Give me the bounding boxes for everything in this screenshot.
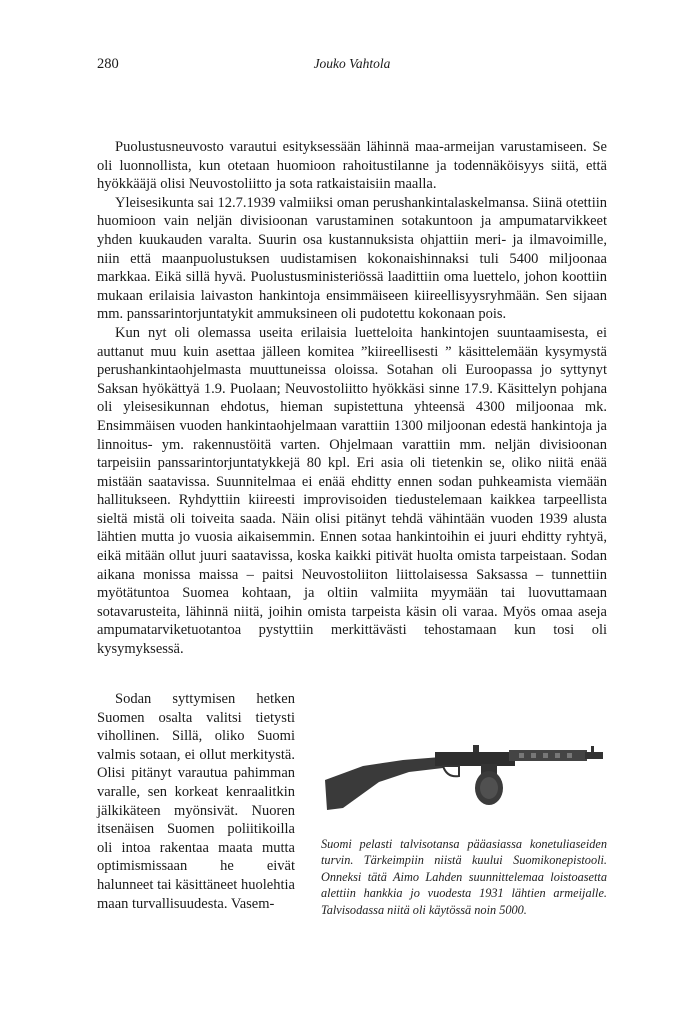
paragraph: Puolustusneuvosto varautui esityksessään lähinnä maa-armeijan varustamiseen. Se oli luonnollista, kun otetaan huomioon rahoitustilanne ja todennäköisyys siitä, että hyökkääjä olisi Neuvostoliitto ja sota ratkaistaisiin maalla. xyxy=(97,139,607,193)
page-header xyxy=(97,56,607,76)
body-text xyxy=(97,138,607,659)
paragraph: Sodan syttymisen hetken Suomen osalta valitsi tietysti vihollinen. Sillä, oliko Suomi valmis sotaan, ei ollut merkitystä. Olisi pitänyt varautua pahimman varalle, sen korkeat kenraalitkin jälkikäteen myönsivät. Nuoren itsenäisen Suomen poliitikoilla oli intoa rakentaa maata mutta optimismissaan he eivät halunneet tai käsittäneet huolehtia maan turvallisuudesta. Vasem- xyxy=(97,691,295,912)
running-title: Jouko Vahtola xyxy=(313,56,391,71)
submachine-gun-photo xyxy=(323,730,605,810)
paragraph: Kun nyt oli olemassa useita erilaisia luetteloita hankintojen suuntaamisesta, ei auttanut muu kuin asettaa jälleen komitea ”kiireellisesti ” käsittelemään kysymystä perushankintaohjelmasta muuttuneissa oloissa. Sotahan oli Euroopassa jo syttynyt Saksan hyökättyä 1.9. Puolaan; Neuvostoliitto hyökkäsi sinne 17.9. Käsittelyn pohjana oli yleisesikunnan ehdotus, hieman supistettuna yhteensä 4300 miljoonaa mk. Ensimmäisen vuoden hankintaohjelmaan varattiin 1300 miljoonan edestä hankintoja ja linnoitus- ym. rakennustöitä varten. Ohjelmaan varattiin mm. neljän divisioonan tarpeisiin panssarintorjuntatykkejä 80 kpl. Eri asia oli tietenkin se, oliko niitä enää mistään saatavissa. Suunnitelmaa ei enää ehditty ennen sodan puhkeamista viemään hallitukseen. Ryhdyttiin kiireesti improvisoiden tiedustelemaan kaikkea tarpeellista sieltä mistä oli toiveita saada. Näin olisi pitänyt tehdä vähintään vuoden 1939 alusta lähtien mutta jo vuosia aikaisemmin. Ennen sotaa hankintoihin ei juuri ehditty ryhtyä, eikä mitään ollut juuri saatavissa, koska kaikki pitivät huolta omista tarpeistaan. Sodan aikana monissa maissa – paitsi Neuvostoliiton liittolaisessa Saksassa – tunnettiin myötätuntoa Suomea kohtaan, ja oltiin valmiita myymään tai luovuttamaan sotavarusteita, lähinnä niitä, joihin omista tarpeista käsin oli varaa. Myös omaa aseja ampumatarviketuotantoa pystyttiin merkittävästi tehostamaan kun tosi oli kysymyksessä. xyxy=(97,324,607,658)
lower-section xyxy=(97,690,607,930)
paragraph: Yleisesikunta sai 12.7.1939 valmiiksi oman perushankintalaskelmansa. Siinä otettiin huomioon vain neljän divisioonan varustaminen sotakuntoon ja ampumatarvikkeet yhden kuukauden varalta. Suurin osa kustannuksista ohjattiin meri- ja ilmavoimille, niin että maanpuolustuksen uudistamisen kokonaishinnaksi tuli 5400 miljoonaa markkaa. Eikä sillä hyvä. Puolustusministeriössä laadittiin oma luettelo, johon koottiin mukaan erilaisia laivaston hankintoja ensimmäiseen kiireellisyysryhmään. Sen sijaan mm. panssarintorjuntatykit ammuksineen oli pudotettu kokonaan pois. xyxy=(97,194,607,323)
page-number: 280 xyxy=(97,56,119,72)
figure-caption: Suomi pelasti talvisotansa pääasiassa konetuliaseiden turvin. Tärkeimpiin niistä kuului Suomikonepistooli. Onneksi tätä Aimo Lahden suunnittelemaa loistoasetta alettiin hankkia jo vuodesta 1931 lähtien armeijalle. Talvisodassa niitä oli käytössä noin 5000. xyxy=(321,837,607,917)
figure xyxy=(321,730,607,918)
